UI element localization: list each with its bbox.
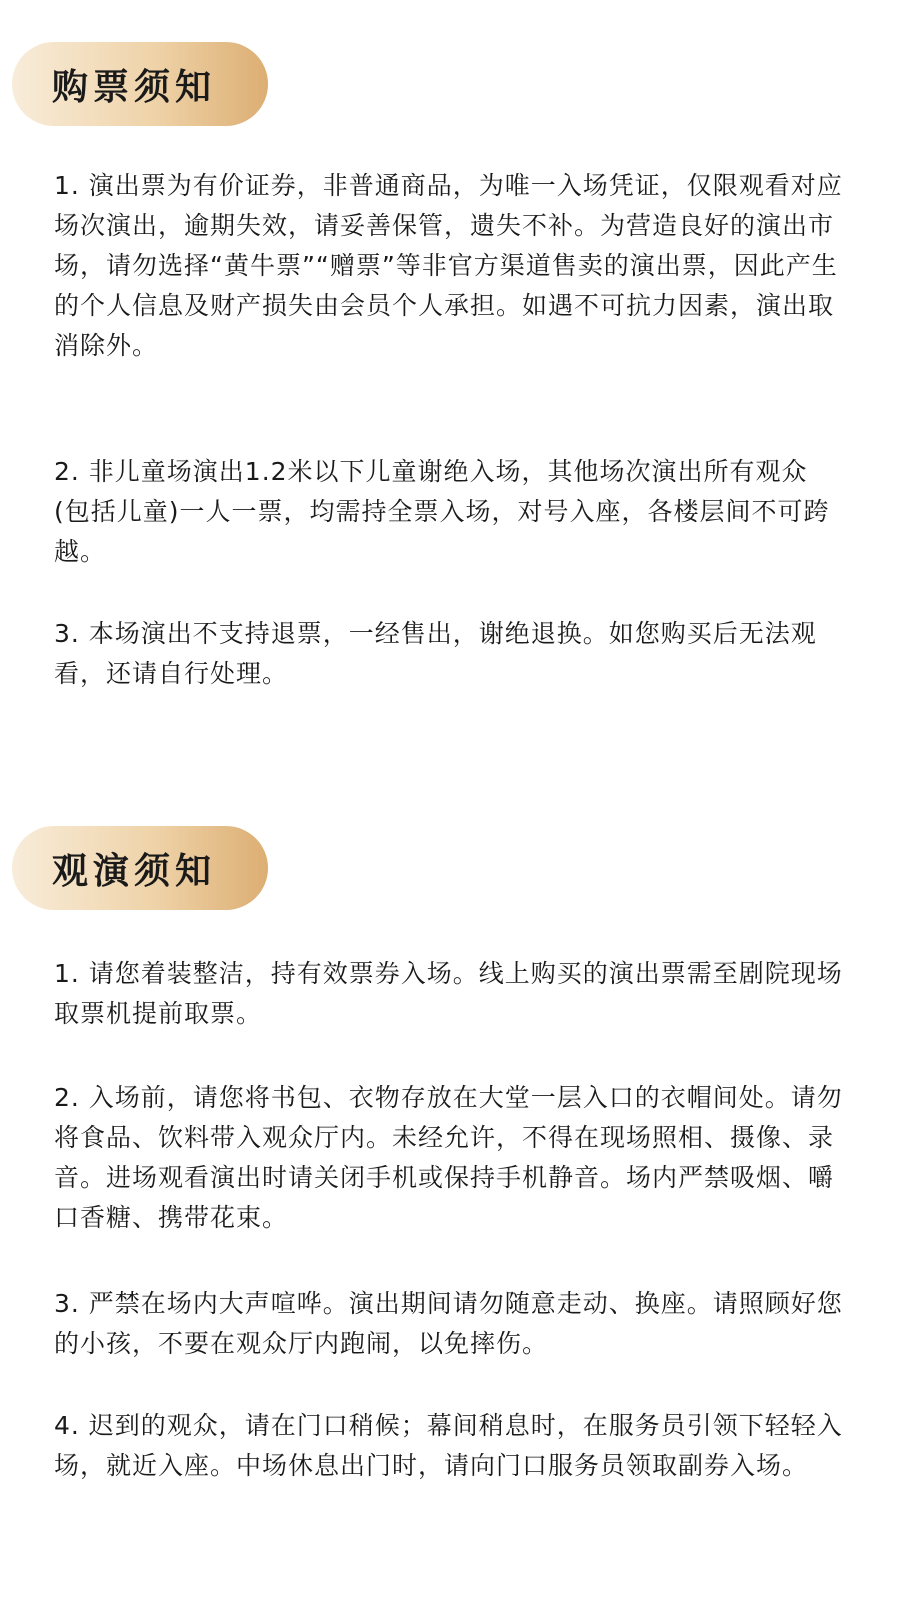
viewing-notice-title: 观演须知: [52, 850, 217, 892]
ticket-notice-title: 购票须知: [52, 66, 217, 108]
ticket-notice-item-3: 3. 本场演出不支持退票，一经售出，谢绝退换。如您购买后无法观看，还请自行处理。: [54, 619, 817, 688]
viewing-notice-item-1: 1. 请您着装整洁，持有效票券入场。线上购买的演出票需至剧院现场取票机提前取票。: [54, 959, 843, 1028]
viewing-notice-item-3: 3. 严禁在场内大声喧哗。演出期间请勿随意走动、换座。请照顾好您的小孩，不要在观众厅内跑闹，以免摔伤。: [54, 1289, 843, 1358]
viewing-notice-item-4: 4. 迟到的观众，请在门口稍候；幕间稍息时，在服务员引领下轻轻入场，就近入座。中场休息出门时，请向门口服务员领取副券入场。: [54, 1411, 843, 1480]
ticket-notice-item-2: 2. 非儿童场演出1.2米以下儿童谢绝入场，其他场次演出所有观众(包括儿童)一人一票，均需持全票入场，对号入座，各楼层间不可跨越。: [54, 457, 830, 566]
ticket-notice-header: [12, 42, 268, 126]
viewing-notice-header: [12, 826, 268, 910]
viewing-notice-item-2: 2. 入场前，请您将书包、衣物存放在大堂一层入口的衣帽间处。请勿将食品、饮料带入观众厅内。未经允许，不得在现场照相、摄像、录音。进场观看演出时请关闭手机或保持手机静音。场内严禁吸烟、嚼口香糖、携带花束。: [54, 1083, 843, 1232]
ticket-notice-item-1: 1. 演出票为有价证券，非普通商品，为唯一入场凭证，仅限观看对应场次演出，逾期失效，请妥善保管，遗失不补。为营造良好的演出市场，请勿选择“黄牛票”“赠票”等非官方渠道售卖的演出票，因此产生的个人信息及财产损失由会员个人承担。如遇不可抗力因素，演出取消除外。: [54, 171, 843, 360]
